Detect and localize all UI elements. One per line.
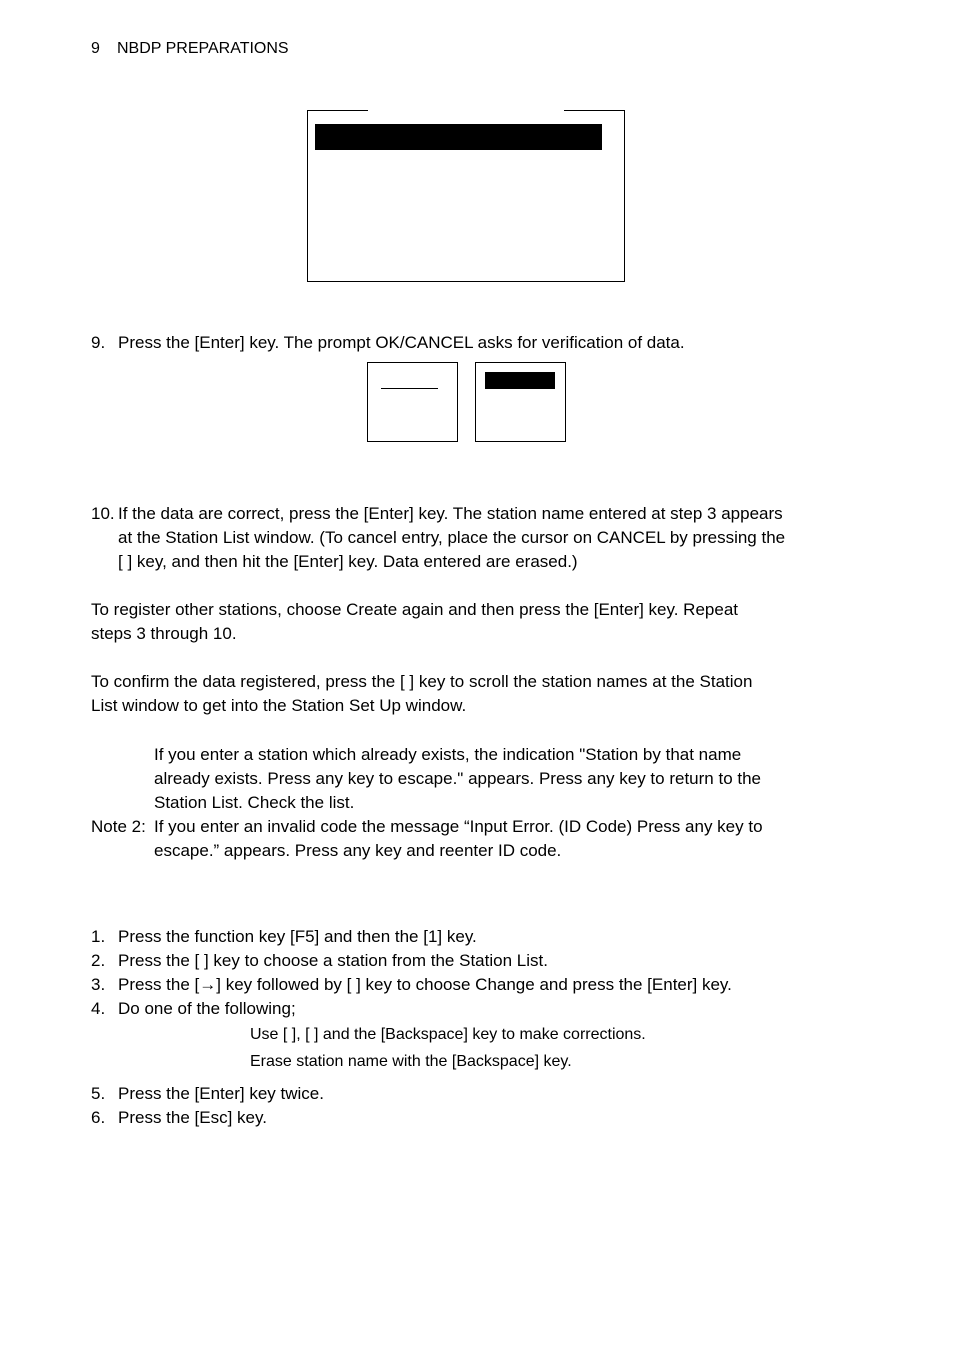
sub-step-erase: Erase station name with the [Backspace] key.: [250, 1053, 572, 1070]
station-window-highlight-bar: [315, 124, 602, 150]
chapter-title: NBDP PREPARATIONS: [117, 40, 289, 57]
step-9-text: Press the [Enter] key. The prompt OK/CANCEL asks for verification of data.: [118, 333, 685, 352]
note-1-line: already exists. Press any key to escape." appears. Press any key to return to the: [154, 769, 762, 788]
register-paragraph-line: steps 3 through 10.: [91, 624, 237, 643]
step-1-number: 1.: [91, 927, 106, 946]
ok-underline: [381, 388, 438, 389]
step-3-number: 3.: [91, 975, 106, 994]
station-window-title-gap: [368, 108, 564, 113]
sub-step-corrections: Use [ ], [ ] and the [Backspace] key to make corrections.: [250, 1026, 646, 1043]
note-2-line: escape.” appears. Press any key and reenter ID code.: [154, 841, 562, 860]
step-3-text: Press the [→] key followed by [ ] key to choose Change and press the [Enter] key.: [118, 975, 732, 994]
chapter-number: 9: [91, 40, 100, 57]
step-10-line: [ ] key, and then hit the [Enter] key. Data entered are erased.): [118, 552, 578, 571]
step-9-number: 9.: [91, 333, 106, 352]
step-2-text: Press the [ ] key to choose a station from the Station List.: [118, 951, 548, 970]
ok-prompt-box: [367, 362, 458, 442]
step-4-text: Do one of the following;: [118, 999, 296, 1018]
note-1-line: If you enter a station which already exists, the indication "Station by that name: [154, 745, 742, 764]
register-paragraph-line: To register other stations, choose Create again and then press the [Enter] key. Repeat: [91, 600, 739, 619]
step-10-line: at the Station List window. (To cancel entry, place the cursor on CANCEL by pressing the: [118, 528, 786, 547]
step-10-number: 10.: [91, 504, 115, 523]
confirm-paragraph-line: List window to get into the Station Set Up window.: [91, 696, 467, 715]
step-4-number: 4.: [91, 999, 106, 1018]
step-5-text: Press the [Enter] key twice.: [118, 1084, 324, 1103]
page-header: [91, 37, 289, 61]
note-2-line: If you enter an invalid code the message “Input Error. (ID Code) Press any key to: [154, 817, 763, 836]
step-10-line: If the data are correct, press the [Enter] key. The station name entered at step 3 appears: [118, 504, 783, 523]
step-6-text: Press the [Esc] key.: [118, 1108, 267, 1127]
step-6-number: 6.: [91, 1108, 106, 1127]
cancel-highlight-bar: [485, 372, 555, 389]
note-2-label: Note 2:: [91, 817, 146, 836]
confirm-paragraph-line: To confirm the data registered, press the [ ] key to scroll the station names at the Station: [91, 672, 753, 691]
note-1-line: Station List. Check the list.: [154, 793, 355, 812]
step-5-number: 5.: [91, 1084, 106, 1103]
step-2-number: 2.: [91, 951, 106, 970]
step-1-text: Press the function key [F5] and then the [1] key.: [118, 927, 477, 946]
